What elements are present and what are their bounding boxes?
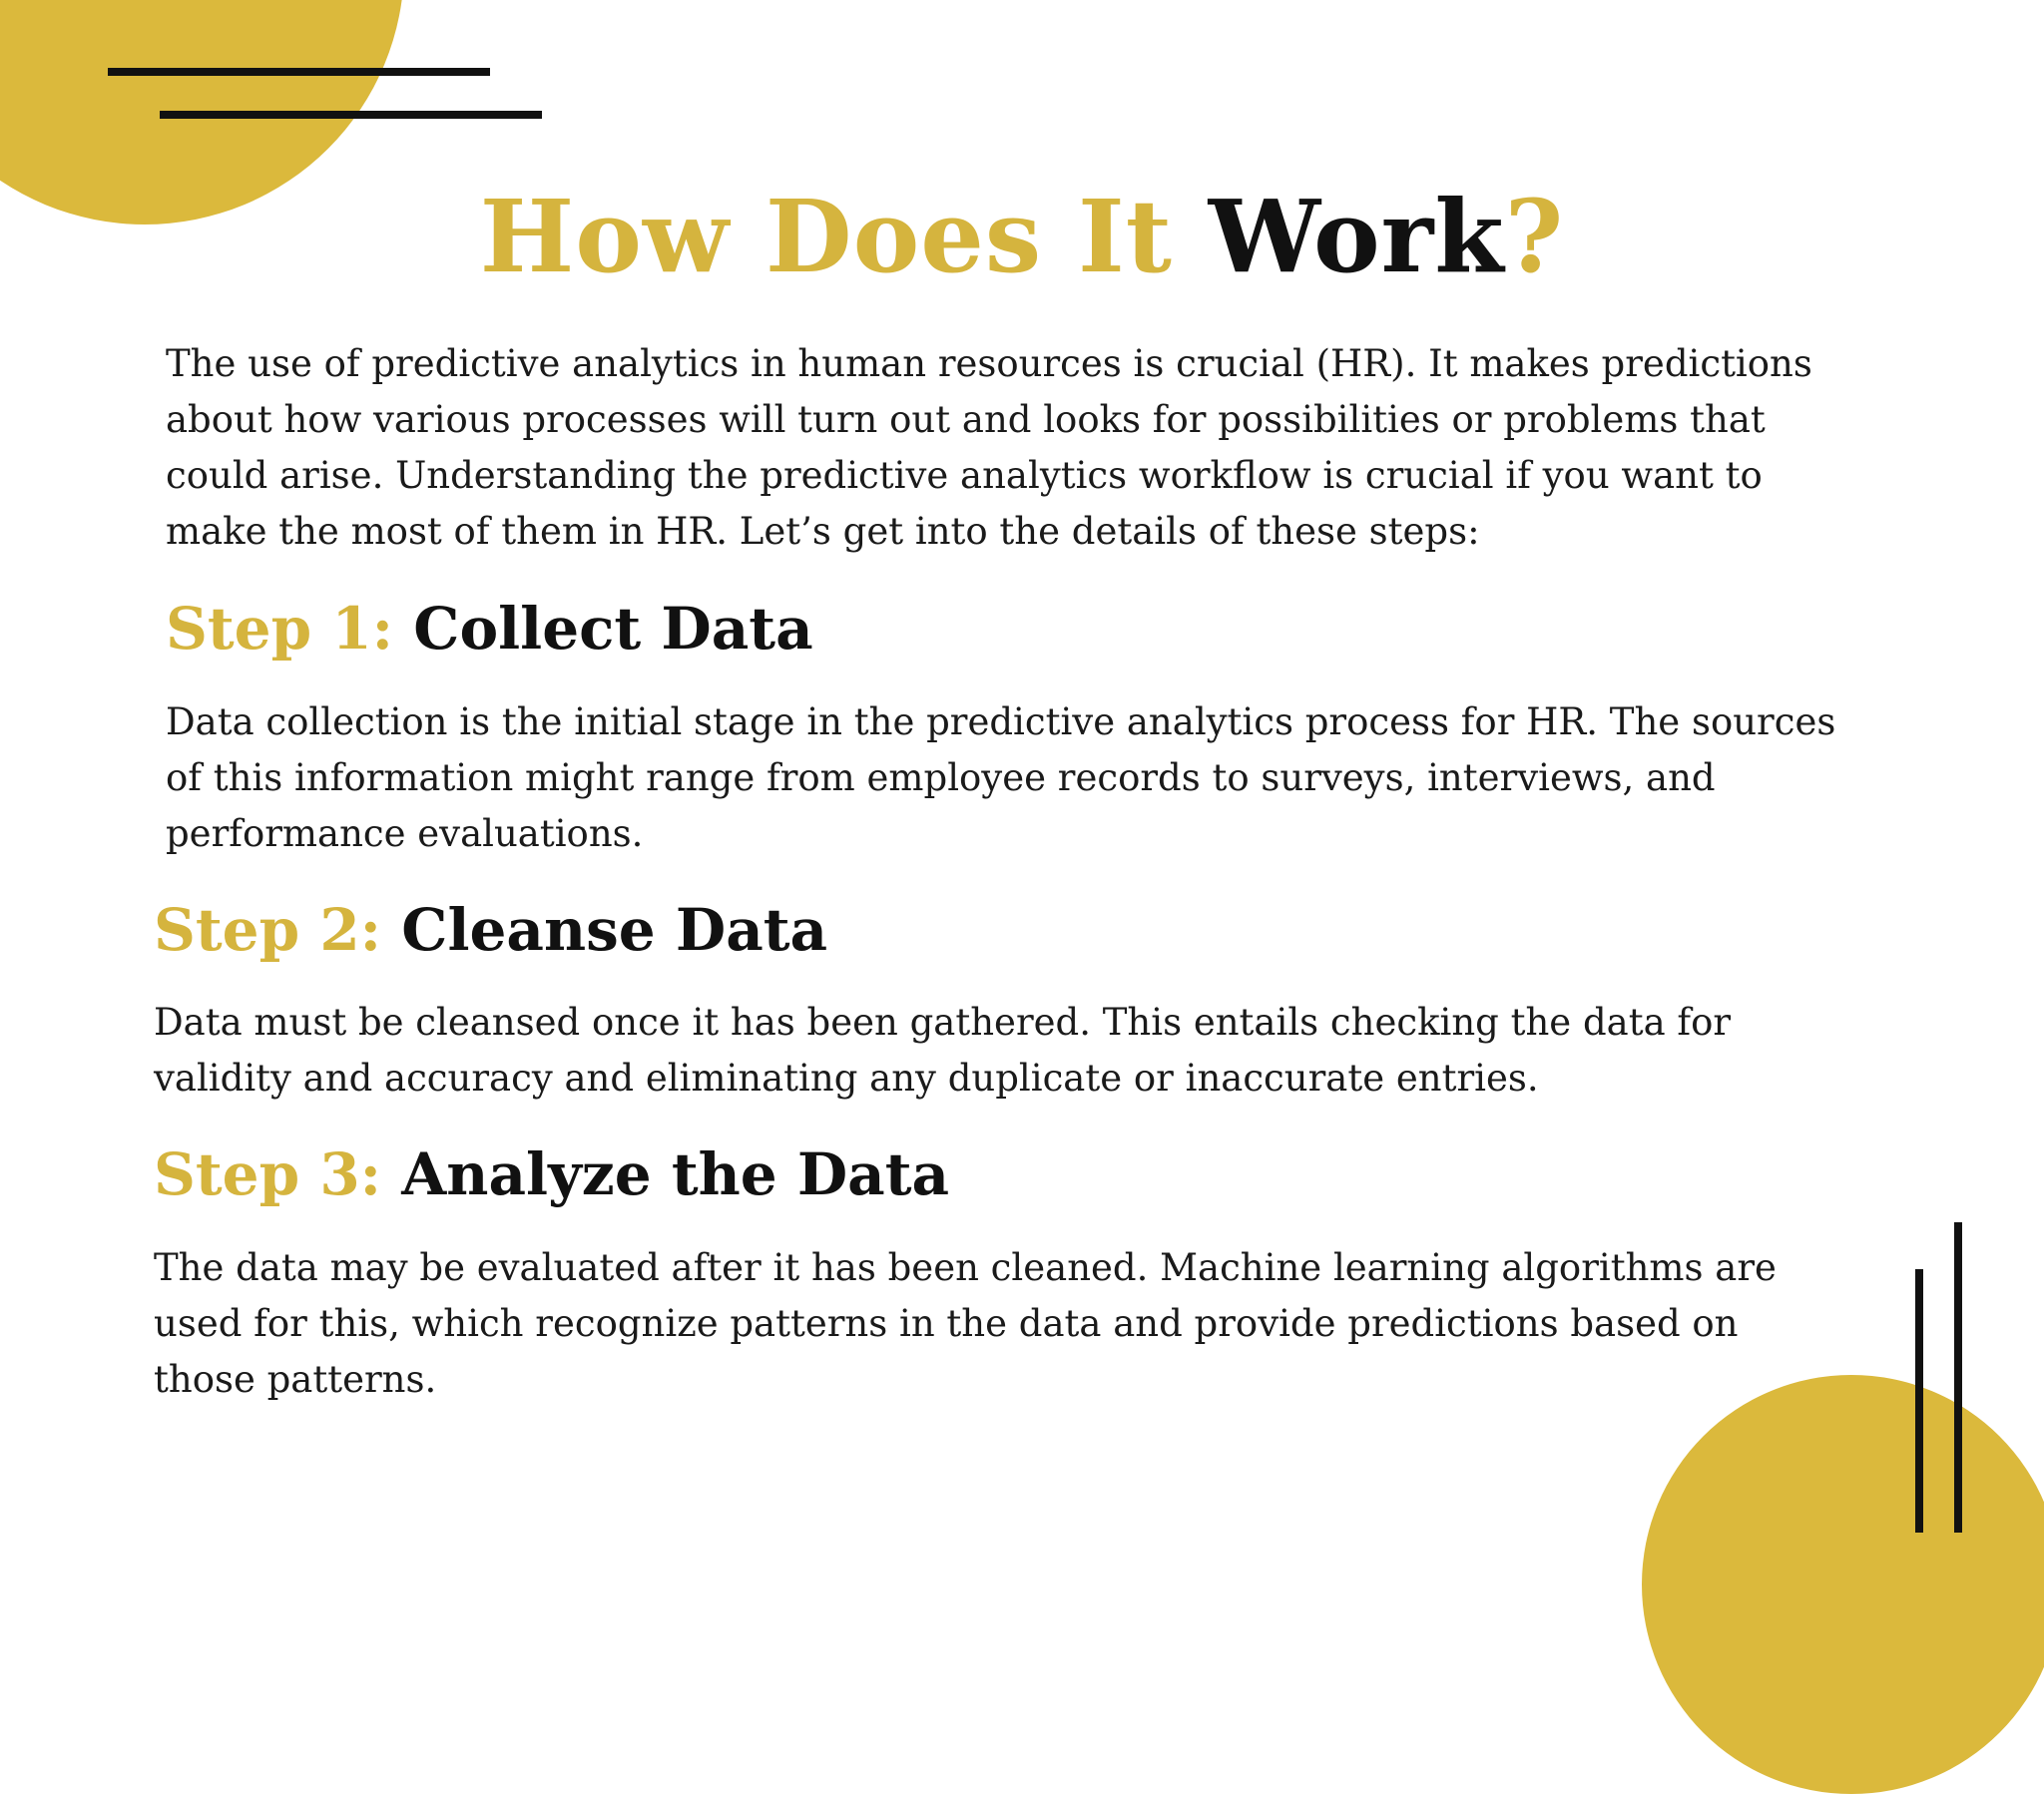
step-2-paragraph [154, 995, 1731, 1107]
step-1-paragraph [166, 694, 1835, 862]
step-3-line: those patterns. [154, 1358, 437, 1401]
title-dark-part: Work [1208, 178, 1505, 295]
title-question-mark: ? [1504, 178, 1565, 295]
step-3-heading [154, 1138, 949, 1210]
step-2-line: Data must be cleansed once it has been gathered. This entails checking the data for [154, 1001, 1732, 1044]
step-2-line: validity and accuracy and eliminating any duplicate or inaccurate entries. [154, 1057, 1539, 1100]
step-1-line: performance evaluations. [166, 812, 644, 855]
step-1-heading [166, 593, 813, 665]
step-3-line: The data may be evaluated after it has been cleaned. Machine learning algorithms are [154, 1246, 1777, 1289]
step-1-line: of this information might range from employee records to surveys, interviews, and [166, 756, 1716, 799]
step-2-label: Step 2: [154, 896, 402, 964]
decorative-line-top-offset [160, 111, 542, 119]
step-1-title: Collect Data [413, 595, 813, 663]
step-3-title: Analyze the Data [401, 1140, 950, 1208]
title-gold-part: How Does It [479, 178, 1209, 295]
step-3-paragraph [154, 1240, 1777, 1408]
page-title [0, 172, 2044, 301]
intro-paragraph [166, 336, 1812, 560]
decorative-line-top [108, 68, 490, 76]
step-1-line: Data collection is the initial stage in the predictive analytics process for HR. The sources [166, 700, 1836, 743]
step-3-label: Step 3: [154, 1140, 402, 1208]
intro-line: could arise. Understanding the predictive analytics workflow is crucial if you want to [166, 454, 1763, 497]
decorative-circle-bottom-right [1642, 1375, 2044, 1794]
step-2-heading [154, 894, 827, 966]
step-3-line: used for this, which recognize patterns in the data and provide predictions based on [154, 1302, 1739, 1345]
decorative-line-vertical-right [1954, 1222, 1962, 1533]
step-2-title: Cleanse Data [401, 896, 828, 964]
step-1-label: Step 1: [166, 595, 414, 663]
intro-line: make the most of them in HR. Let’s get into the details of these steps: [166, 510, 1480, 553]
intro-line: about how various processes will turn out and looks for possibilities or problems that [166, 398, 1766, 441]
decorative-line-vertical-left [1915, 1269, 1923, 1533]
intro-line: The use of predictive analytics in human resources is crucial (HR). It makes predictions [166, 342, 1812, 385]
